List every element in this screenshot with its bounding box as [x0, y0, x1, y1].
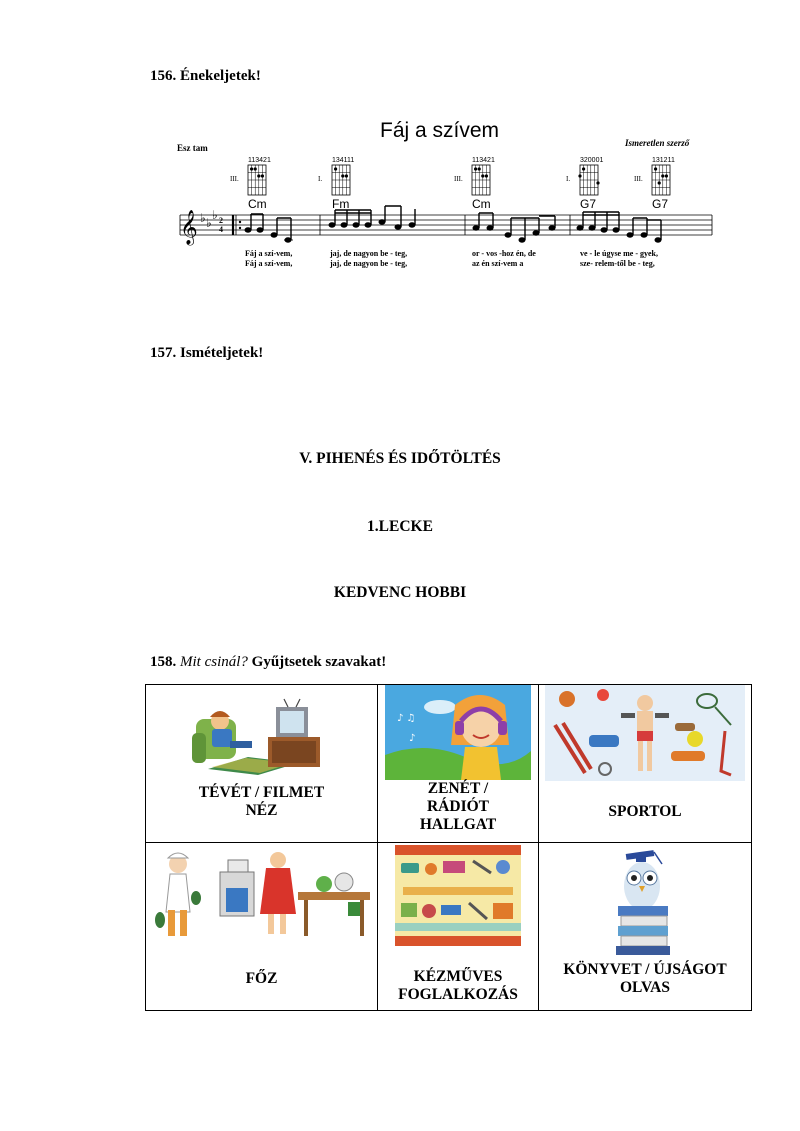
activity-cell [146, 843, 378, 1011]
activity-label: ZENÉT / RÁDIÓT HALLGAT [419, 780, 497, 833]
exercise-number: 157. [150, 345, 177, 361]
exercise-number: 158. [150, 654, 177, 670]
svg-text:113421: 113421 [472, 157, 495, 164]
sports-illustration [545, 685, 745, 781]
exercise-instruction: Énekeljetek! [180, 68, 261, 84]
music-listening-illustration [385, 685, 531, 780]
activity-cell [146, 685, 378, 843]
flat-icon: ♭ [212, 208, 218, 222]
lesson-number: 1.LECKE [367, 518, 433, 535]
chord-name: G7 [652, 197, 669, 211]
exercise-156-heading [150, 68, 261, 85]
svg-text:♪: ♪ [409, 733, 416, 744]
time-signature: 2 [219, 216, 223, 225]
lyric: az én szí-vem a [472, 259, 524, 268]
activity-label: KÉZMŰVES FOGLALKOZÁS [398, 968, 518, 1003]
exercise-instruction: Ismételjetek! [180, 345, 264, 361]
lyric: ve - le úgyse me - gyek, [580, 249, 658, 258]
activity-cell [378, 843, 539, 1011]
song-composer: Ismeretlen szerző [625, 138, 690, 148]
svg-text:I.: I. [566, 175, 571, 183]
activity-label: FŐZ [245, 970, 278, 987]
song-title: Fáj a szívem [380, 119, 500, 142]
chord-name: Cm [472, 197, 491, 211]
chord-diagram [634, 157, 675, 195]
sheet-music [160, 110, 720, 290]
svg-text:I.: I. [318, 175, 323, 183]
cooking-illustration [148, 848, 374, 940]
chord-name: Fm [332, 197, 350, 211]
repeat-dot [239, 227, 241, 229]
chord-diagram [566, 157, 603, 195]
lyric: sze- relem-től be - teg, [580, 259, 655, 268]
lyric: jaj, de nagyon be - teg, [330, 249, 408, 258]
crafts-illustration [395, 845, 521, 946]
svg-text:320001: 320001 [580, 157, 604, 164]
lyric: or - vos -hoz én, de [472, 249, 536, 258]
exercise-157-heading [150, 345, 263, 362]
reading-owl-illustration [612, 848, 678, 956]
activity-label: TÉVÉT / FILMET NÉZ [198, 784, 325, 819]
repeat-dot [239, 221, 241, 223]
chapter-title: V. PIHENÉS ÉS IDŐTÖLTÉS [299, 450, 501, 467]
chord-diagram [230, 157, 271, 195]
exercise-158-heading [150, 654, 386, 671]
activity-cell [378, 685, 539, 843]
flat-icon: ♭ [206, 216, 212, 230]
music-notes [245, 206, 661, 242]
svg-text:♪ ♫: ♪ ♫ [397, 713, 416, 724]
chord-name: G7 [580, 197, 597, 211]
lesson-title: KEDVENC HOBBI [333, 584, 467, 601]
exercise-question: Mit csinál? [180, 654, 248, 670]
svg-text:131211: 131211 [652, 157, 675, 164]
exercise-instruction: Gyűjtsetek szavakat! [251, 654, 387, 670]
chord-name: Cm [248, 197, 267, 211]
song-mode: Esz tam [177, 143, 208, 153]
lyric: jaj, de nagyon be - teg, [330, 259, 408, 268]
svg-text:III.: III. [230, 175, 239, 183]
activity-cell [539, 843, 752, 1011]
time-signature: 4 [219, 225, 223, 234]
activity-label: KÖNYVET / ÚJSÁGOT OLVAS [563, 961, 727, 996]
flat-icon: ♭ [200, 211, 206, 225]
activity-table [145, 684, 752, 1011]
exercise-number: 156. [150, 68, 177, 84]
chord-diagram [454, 157, 495, 195]
chord-diagram [318, 157, 354, 195]
tv-watching-illustration [188, 697, 328, 775]
lyric: Fáj a szí-vem, [245, 259, 293, 268]
svg-text:III.: III. [634, 175, 643, 183]
activity-label: SPORTOL [608, 803, 682, 820]
lyric: Fáj a szí-vem, [245, 249, 293, 258]
treble-clef-icon: 𝄞 [180, 210, 198, 245]
svg-text:113421: 113421 [248, 157, 271, 164]
activity-cell [539, 685, 752, 843]
svg-text:134111: 134111 [332, 157, 355, 164]
svg-text:III.: III. [454, 175, 463, 183]
